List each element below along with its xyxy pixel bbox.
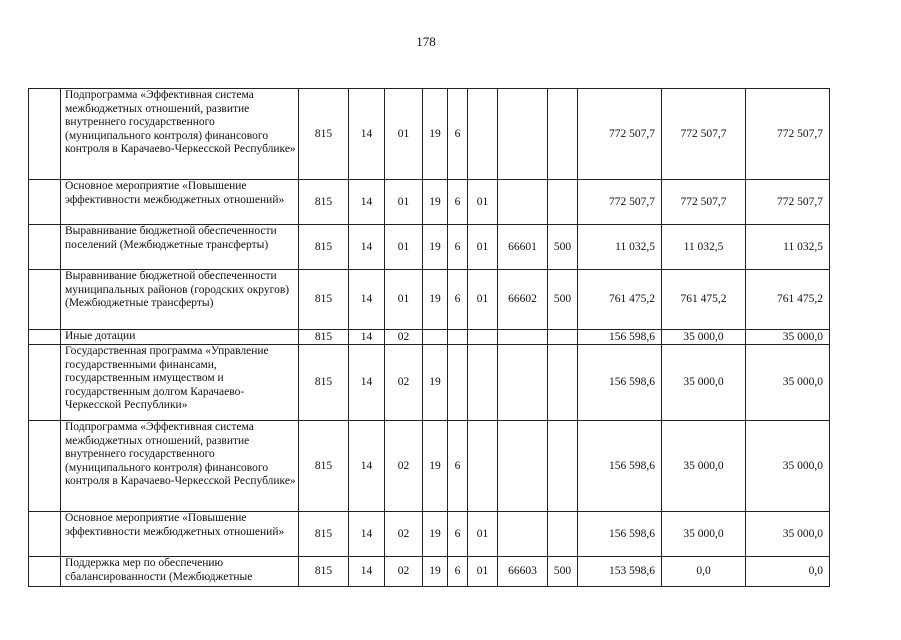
table-row [29, 557, 830, 587]
cell-s2: 35 000,0 [662, 512, 746, 557]
table-row [29, 89, 830, 180]
cell-s1: 153 598,6 [578, 557, 662, 587]
cell-ved: 815 [299, 421, 349, 512]
cell-name: Подпрограмма «Эффективная система межбюджетных отношений, развитие внутреннего государственного (муниципального контроля) финансового контроля в Карачаево-Черкесской Республике» [61, 89, 299, 180]
table-row [29, 512, 830, 557]
page-number: 178 [416, 34, 436, 49]
cell-s2: 761 475,2 [662, 270, 746, 330]
cell-ved: 815 [299, 557, 349, 587]
cell-s3: 35 000,0 [746, 330, 830, 345]
cell-p3 [468, 330, 498, 345]
cell-pr: 02 [385, 330, 423, 345]
cell-p2: 6 [448, 270, 468, 330]
cell-ved: 815 [299, 270, 349, 330]
cell-p1 [423, 330, 448, 345]
table-row [29, 345, 830, 421]
cell-index [29, 225, 61, 270]
cell-vr [548, 421, 578, 512]
cell-index [29, 330, 61, 345]
cell-pr: 02 [385, 557, 423, 587]
cell-index [29, 89, 61, 180]
cell-p4 [498, 89, 548, 180]
cell-rz: 14 [349, 345, 385, 421]
table-row [29, 330, 830, 345]
cell-s2: 35 000,0 [662, 330, 746, 345]
cell-p4 [498, 345, 548, 421]
cell-p1: 19 [423, 180, 448, 225]
cell-pr: 02 [385, 345, 423, 421]
cell-p1: 19 [423, 557, 448, 587]
cell-name: Государственная программа «Управление государственными финансами, государственным имуществом и государственным долгом Карачаево-Черкесской Республики» [61, 345, 299, 421]
cell-p3: 01 [468, 512, 498, 557]
cell-s3: 35 000,0 [746, 512, 830, 557]
cell-p1: 19 [423, 345, 448, 421]
cell-s3: 772 507,7 [746, 89, 830, 180]
cell-s2: 35 000,0 [662, 421, 746, 512]
cell-vr [548, 512, 578, 557]
cell-index [29, 270, 61, 330]
cell-p3 [468, 89, 498, 180]
cell-name: Иные дотации [61, 330, 299, 345]
cell-pr: 02 [385, 421, 423, 512]
cell-s2: 0,0 [662, 557, 746, 587]
cell-vr [548, 89, 578, 180]
cell-s2: 772 507,7 [662, 180, 746, 225]
cell-p4: 66603 [498, 557, 548, 587]
cell-rz: 14 [349, 557, 385, 587]
cell-p3: 01 [468, 225, 498, 270]
cell-p3 [468, 421, 498, 512]
cell-p3: 01 [468, 270, 498, 330]
cell-vr [548, 330, 578, 345]
cell-p1: 19 [423, 270, 448, 330]
cell-index [29, 557, 61, 587]
cell-s3: 761 475,2 [746, 270, 830, 330]
cell-p2: 6 [448, 225, 468, 270]
cell-s3: 0,0 [746, 557, 830, 587]
cell-p4: 66601 [498, 225, 548, 270]
cell-ved: 815 [299, 225, 349, 270]
cell-rz: 14 [349, 421, 385, 512]
cell-name: Выравнивание бюджетной обеспеченности поселений (Межбюджетные трансферты) [61, 225, 299, 270]
cell-p2 [448, 330, 468, 345]
cell-s3: 35 000,0 [746, 421, 830, 512]
cell-p4: 66602 [498, 270, 548, 330]
cell-p2 [448, 345, 468, 421]
cell-s1: 772 507,7 [578, 89, 662, 180]
cell-s3: 772 507,7 [746, 180, 830, 225]
cell-index [29, 345, 61, 421]
cell-s2: 35 000,0 [662, 345, 746, 421]
cell-p2: 6 [448, 180, 468, 225]
cell-p4 [498, 421, 548, 512]
cell-s1: 156 598,6 [578, 512, 662, 557]
cell-s1: 156 598,6 [578, 330, 662, 345]
cell-p4 [498, 512, 548, 557]
cell-p1: 19 [423, 421, 448, 512]
cell-p4 [498, 330, 548, 345]
cell-vr: 500 [548, 270, 578, 330]
cell-name: Подпрограмма «Эффективная система межбюджетных отношений, развитие внутреннего государственного (муниципального контроля) финансового контроля в Карачаево-Черкесской Республике» [61, 421, 299, 512]
cell-p1: 19 [423, 225, 448, 270]
cell-vr [548, 180, 578, 225]
cell-pr: 02 [385, 512, 423, 557]
cell-name: Основное мероприятие «Повышение эффективности межбюджетных отношений» [61, 180, 299, 225]
cell-p3: 01 [468, 180, 498, 225]
cell-name: Поддержка мер по обеспечению сбалансированности (Межбюджетные [61, 557, 299, 587]
cell-p3 [468, 345, 498, 421]
table-row [29, 180, 830, 225]
cell-rz: 14 [349, 270, 385, 330]
cell-rz: 14 [349, 89, 385, 180]
cell-pr: 01 [385, 89, 423, 180]
cell-name: Выравнивание бюджетной обеспеченности муниципальных районов (городских округов) (Межбюджетные трансферты) [61, 270, 299, 330]
budget-table [28, 88, 830, 587]
cell-p1: 19 [423, 89, 448, 180]
cell-p3: 01 [468, 557, 498, 587]
cell-rz: 14 [349, 330, 385, 345]
cell-s1: 761 475,2 [578, 270, 662, 330]
cell-p2: 6 [448, 421, 468, 512]
cell-ved: 815 [299, 89, 349, 180]
table-row [29, 270, 830, 330]
cell-s2: 772 507,7 [662, 89, 746, 180]
cell-vr: 500 [548, 225, 578, 270]
cell-p1: 19 [423, 512, 448, 557]
cell-ved: 815 [299, 330, 349, 345]
cell-s1: 11 032,5 [578, 225, 662, 270]
cell-s3: 11 032,5 [746, 225, 830, 270]
cell-p2: 6 [448, 512, 468, 557]
cell-vr: 500 [548, 557, 578, 587]
cell-s1: 156 598,6 [578, 421, 662, 512]
cell-pr: 01 [385, 270, 423, 330]
cell-pr: 01 [385, 180, 423, 225]
cell-index [29, 421, 61, 512]
cell-ved: 815 [299, 512, 349, 557]
cell-s1: 772 507,7 [578, 180, 662, 225]
cell-ved: 815 [299, 345, 349, 421]
cell-pr: 01 [385, 225, 423, 270]
cell-index [29, 512, 61, 557]
cell-vr [548, 345, 578, 421]
cell-p4 [498, 180, 548, 225]
cell-index [29, 180, 61, 225]
table-row [29, 225, 830, 270]
cell-p2: 6 [448, 557, 468, 587]
cell-p2: 6 [448, 89, 468, 180]
cell-ved: 815 [299, 180, 349, 225]
cell-s1: 156 598,6 [578, 345, 662, 421]
cell-name: Основное мероприятие «Повышение эффективности межбюджетных отношений» [61, 512, 299, 557]
cell-rz: 14 [349, 225, 385, 270]
table-row [29, 421, 830, 512]
cell-s3: 35 000,0 [746, 345, 830, 421]
cell-rz: 14 [349, 180, 385, 225]
cell-rz: 14 [349, 512, 385, 557]
cell-s2: 11 032,5 [662, 225, 746, 270]
